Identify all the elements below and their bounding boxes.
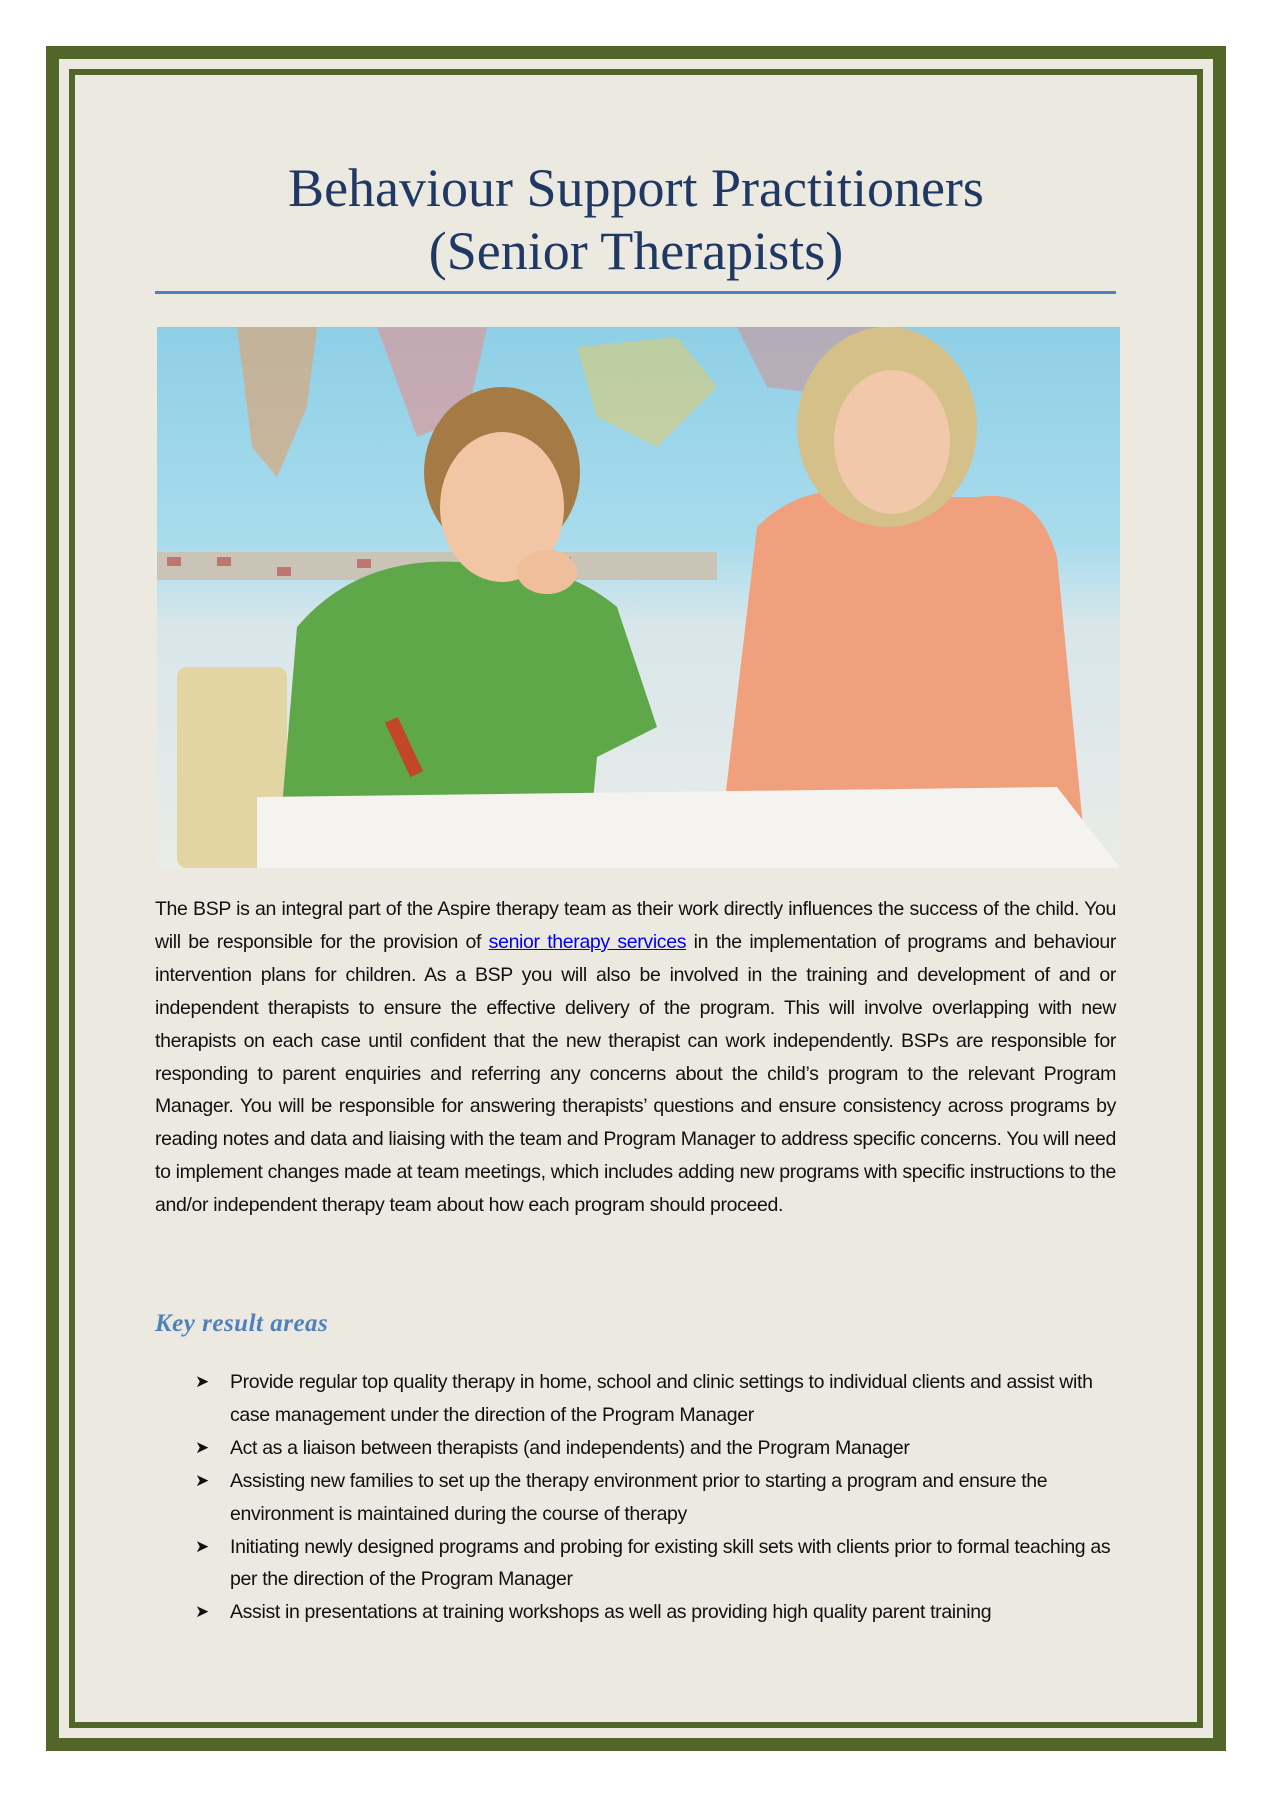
intro-text-end: in the implementation of programs and behaviour intervention plans for children. As a BSP you will also be involved in the training and development of and or independent therapists to ensure the effective delivery of the program. This will involve overlapping with new therapists on each case until confident that the new therapist can work independently. BSPs are responsible for responding to parent enquiries and referring any concerns about the child’s program to the relevant Program Manager. You will be responsible for answering therapists’ questions and ensure consistency across programs by reading notes and data and liaising with the team and Program Manager to address specific concerns. You will need to implement changes made at team meetings, which includes adding new programs with specific instructions to the and/or independent therapy team about how each program should proceed. [155, 930, 1116, 1217]
list-item [195, 1596, 1115, 1629]
page-title [0, 157, 1272, 283]
arrow-bullet-icon: ➤ [195, 1470, 209, 1490]
senior-therapy-services-link[interactable]: senior therapy services [488, 930, 687, 953]
title-divider [155, 291, 1116, 294]
key-result-areas-heading: Key result areas [155, 1310, 329, 1337]
list-item [195, 1465, 1115, 1531]
intro-paragraph [155, 893, 1116, 1222]
list-item-text: Initiating newly designed programs and probing for existing skill sets with clients prior to formal teaching as per the direction of the Program Manager [230, 1535, 1111, 1591]
list-item-text: Assist in presentations at training workshops as well as providing high quality parent training [230, 1601, 992, 1624]
title-line-2: (Senior Therapists) [428, 221, 844, 281]
arrow-bullet-icon: ➤ [195, 1602, 209, 1622]
arrow-bullet-icon: ➤ [195, 1437, 209, 1457]
list-item [195, 1366, 1115, 1432]
list-item [195, 1432, 1115, 1465]
photo-therapist-with-child [157, 327, 1120, 868]
arrow-bullet-icon: ➤ [195, 1372, 209, 1391]
arrow-bullet-icon: ➤ [195, 1536, 209, 1556]
list-item [195, 1531, 1115, 1597]
list-item-text: Provide regular top quality therapy in home, school and clinic settings to individual clients and assist with case management under the direction of the Program Manager [230, 1371, 1093, 1426]
key-result-list [195, 1366, 1115, 1629]
list-item-text: Assisting new families to set up the therapy environment prior to starting a program and ensure the environment is maintained during the course of therapy [230, 1469, 1048, 1525]
intro-text-start: The BSP is an integral part of the Aspire therapy team as their work directly influences the success of the child. You will be responsible for the provision of [155, 898, 1116, 953]
title-line-1: Behaviour Support Practitioners [288, 158, 984, 218]
list-item-text: Act as a liaison between therapists (and independents) and the Program Manager [230, 1436, 910, 1459]
